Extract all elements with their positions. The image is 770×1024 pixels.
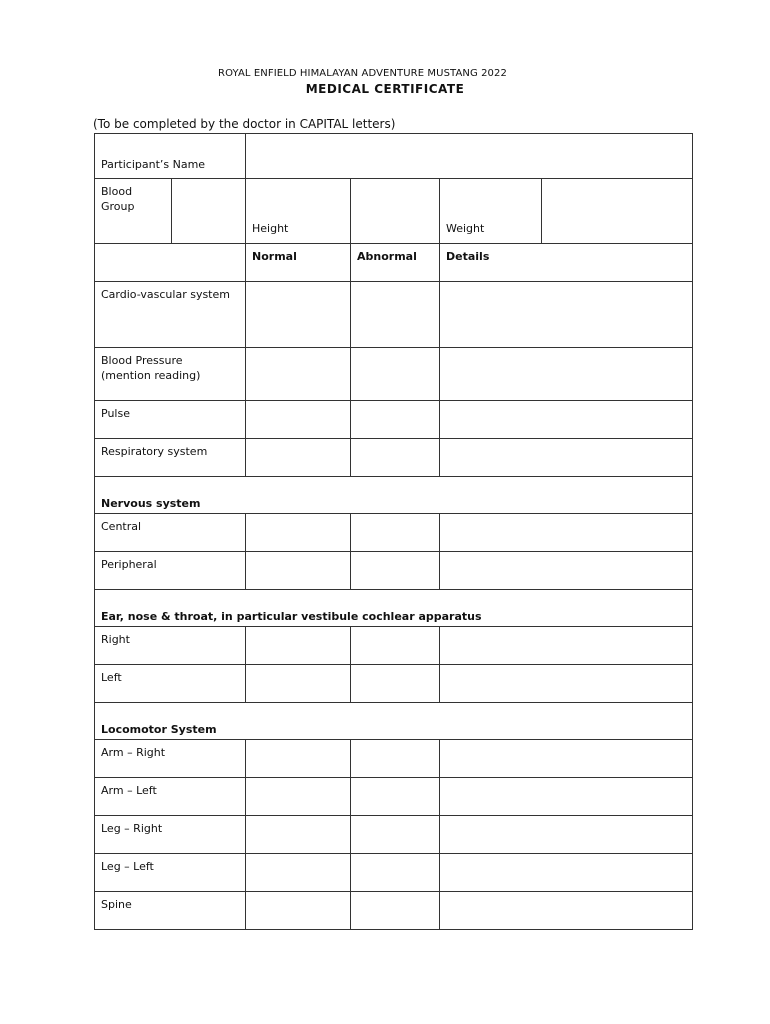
pulse-normal-field[interactable] (246, 401, 351, 439)
cardio-normal-field[interactable] (246, 282, 351, 348)
central-abnormal-field[interactable] (351, 514, 440, 552)
cardio-label: Cardio-vascular system (95, 282, 246, 348)
table-row-central (95, 514, 693, 552)
table-row-pulse (95, 401, 693, 439)
leg-left-abnormal-field[interactable] (351, 854, 440, 892)
ent-right-details-field[interactable] (440, 627, 693, 665)
spine-details-field[interactable] (440, 892, 693, 930)
table-row-spine (95, 892, 693, 930)
arm-left-label: Arm – Left (95, 778, 246, 816)
leg-right-label: Leg – Right (95, 816, 246, 854)
central-label: Central (95, 514, 246, 552)
leg-left-normal-field[interactable] (246, 854, 351, 892)
arm-right-abnormal-field[interactable] (351, 740, 440, 778)
ent-heading: Ear, nose & throat, in particular vestibule cochlear apparatus (95, 590, 693, 627)
table-row-leg-right (95, 816, 693, 854)
table-row-peripheral (95, 552, 693, 590)
ent-left-details-field[interactable] (440, 665, 693, 703)
nervous-section-header (95, 477, 693, 514)
weight-field[interactable] (542, 179, 693, 244)
blood-pressure-details-field[interactable] (440, 348, 693, 401)
table-row-leg-left (95, 854, 693, 892)
table-row-cardio (95, 282, 693, 348)
column-header-normal: Normal (246, 244, 351, 282)
table-row-arm-left (95, 778, 693, 816)
ent-left-label: Left (95, 665, 246, 703)
leg-right-details-field[interactable] (440, 816, 693, 854)
respiratory-details-field[interactable] (440, 439, 693, 477)
arm-right-details-field[interactable] (440, 740, 693, 778)
locomotor-heading: Locomotor System (95, 703, 693, 740)
respiratory-label: Respiratory system (95, 439, 246, 477)
respiratory-abnormal-field[interactable] (351, 439, 440, 477)
event-title: ROYAL ENFIELD HIMALAYAN ADVENTURE MUSTANG 2022 (218, 68, 507, 79)
table-row-blood-pressure (95, 348, 693, 401)
arm-left-normal-field[interactable] (246, 778, 351, 816)
column-header-details: Details (440, 244, 693, 282)
arm-right-normal-field[interactable] (246, 740, 351, 778)
table-row-ent-right (95, 627, 693, 665)
arm-right-label: Arm – Right (95, 740, 246, 778)
arm-left-abnormal-field[interactable] (351, 778, 440, 816)
ent-section-header (95, 590, 693, 627)
height-label: Height (246, 179, 351, 244)
pulse-details-field[interactable] (440, 401, 693, 439)
column-header-blank (95, 244, 246, 282)
table-row-ent-left (95, 665, 693, 703)
ent-right-label: Right (95, 627, 246, 665)
peripheral-label: Peripheral (95, 552, 246, 590)
column-header-row (95, 244, 693, 282)
participant-name-label: Participant’s Name (95, 134, 246, 179)
ent-left-abnormal-field[interactable] (351, 665, 440, 703)
table-row-respiratory (95, 439, 693, 477)
ent-right-normal-field[interactable] (246, 627, 351, 665)
pulse-abnormal-field[interactable] (351, 401, 440, 439)
leg-right-abnormal-field[interactable] (351, 816, 440, 854)
participant-name-field[interactable] (246, 134, 693, 179)
respiratory-normal-field[interactable] (246, 439, 351, 477)
blood-pressure-label: Blood Pressure (mention reading) (95, 348, 246, 401)
blood-pressure-abnormal-field[interactable] (351, 348, 440, 401)
height-field[interactable] (351, 179, 440, 244)
locomotor-section-header (95, 703, 693, 740)
spine-abnormal-field[interactable] (351, 892, 440, 930)
weight-label: Weight (440, 179, 542, 244)
blood-height-weight-row (95, 179, 693, 244)
cardio-details-field[interactable] (440, 282, 693, 348)
instruction-text: (To be completed by the doctor in CAPITAL letters) (93, 117, 396, 131)
spine-label: Spine (95, 892, 246, 930)
document-title: MEDICAL CERTIFICATE (305, 82, 465, 96)
pulse-label: Pulse (95, 401, 246, 439)
blood-pressure-normal-field[interactable] (246, 348, 351, 401)
leg-right-normal-field[interactable] (246, 816, 351, 854)
ent-left-normal-field[interactable] (246, 665, 351, 703)
arm-left-details-field[interactable] (440, 778, 693, 816)
peripheral-normal-field[interactable] (246, 552, 351, 590)
table-row-arm-right (95, 740, 693, 778)
cardio-abnormal-field[interactable] (351, 282, 440, 348)
spine-normal-field[interactable] (246, 892, 351, 930)
medical-form-table (94, 133, 693, 930)
leg-left-details-field[interactable] (440, 854, 693, 892)
central-details-field[interactable] (440, 514, 693, 552)
central-normal-field[interactable] (246, 514, 351, 552)
participant-name-row (95, 134, 693, 179)
peripheral-abnormal-field[interactable] (351, 552, 440, 590)
nervous-heading: Nervous system (95, 477, 693, 514)
blood-group-field[interactable] (172, 179, 246, 244)
leg-left-label: Leg – Left (95, 854, 246, 892)
column-header-abnormal: Abnormal (351, 244, 440, 282)
ent-right-abnormal-field[interactable] (351, 627, 440, 665)
peripheral-details-field[interactable] (440, 552, 693, 590)
blood-group-label: Blood Group (95, 179, 172, 244)
